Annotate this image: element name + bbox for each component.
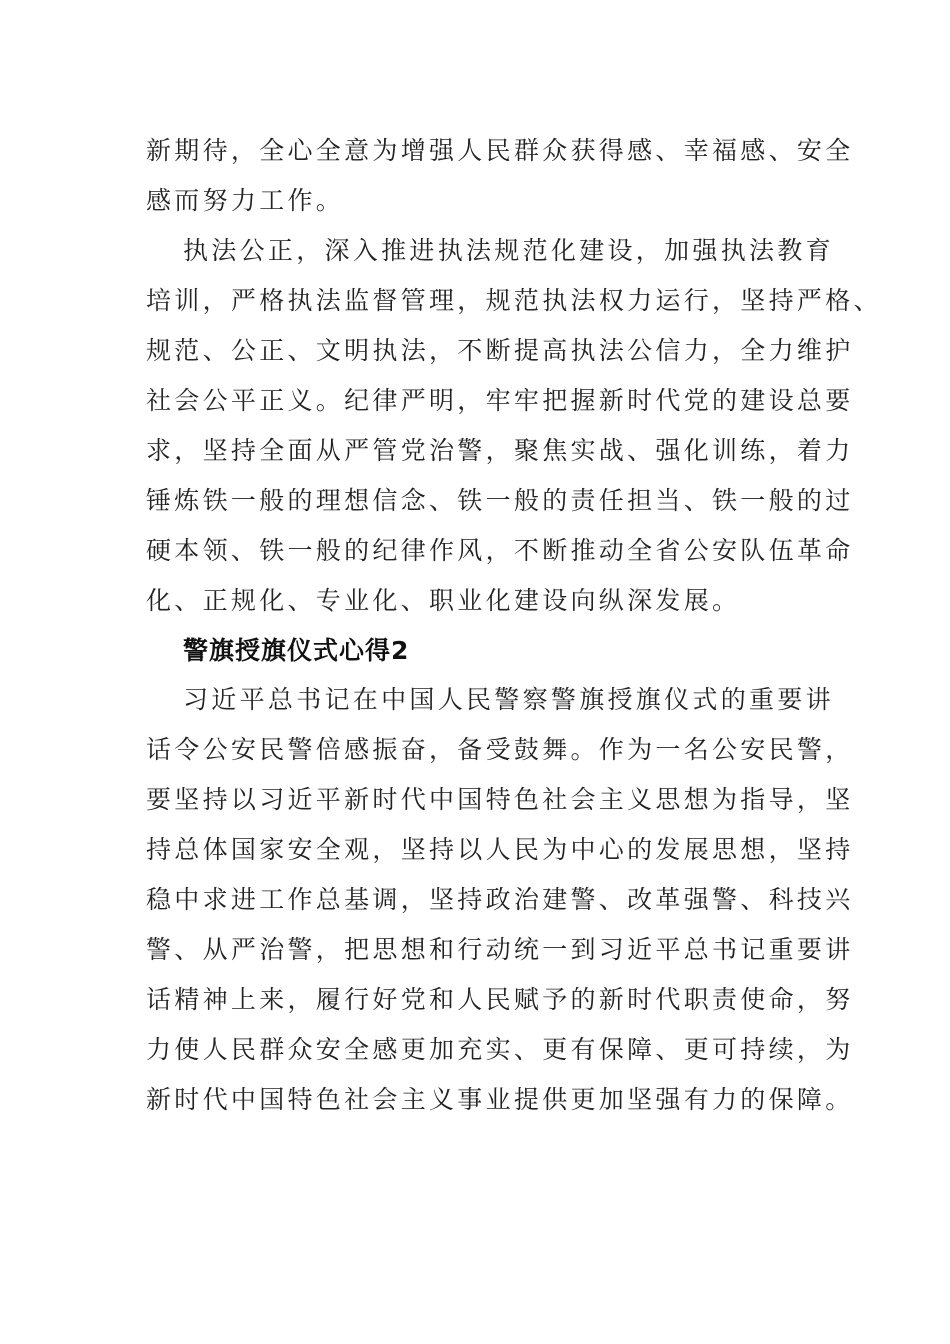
- paragraph-line: 要坚持以习近平新时代中国特色社会主义思想为指导，坚: [146, 785, 854, 814]
- paragraph-line: 执法公正，深入推进执法规范化建设，加强执法教育: [183, 236, 834, 265]
- paragraph-line: 话令公安民警倍感振奋，备受鼓舞。作为一名公安民警，: [146, 735, 854, 764]
- section-heading: 警旗授旗仪式心得2: [183, 636, 410, 665]
- paragraph-line: 稳中求进工作总基调，坚持政治建警、改革强警、科技兴: [146, 885, 854, 914]
- paragraph-line: 新期待，全心全意为增强人民群众获得感、幸福感、安全: [146, 136, 854, 165]
- paragraph-line: 硬本领、铁一般的纪律作风，不断推动全省公安队伍革命: [146, 536, 854, 565]
- paragraph-line: 锤炼铁一般的理想信念、铁一般的责任担当、铁一般的过: [146, 486, 854, 515]
- paragraph-line: 警、从严治警，把思想和行动统一到习近平总书记重要讲: [146, 935, 854, 964]
- paragraph-line: 求，坚持全面从严管党治警，聚焦实战、强化训练，着力: [146, 436, 854, 465]
- paragraph-line: 力使人民群众安全感更加充实、更有保障、更可持续，为: [146, 1035, 854, 1064]
- paragraph-line: 习近平总书记在中国人民警察警旗授旗仪式的重要讲: [183, 685, 834, 714]
- paragraph-line: 感而努力工作。: [146, 186, 345, 215]
- paragraph-line: 话精神上来，履行好党和人民赋予的新时代职责使命，努: [146, 985, 854, 1014]
- paragraph-line: 规范、公正、文明执法，不断提高执法公信力，全力维护: [146, 336, 854, 365]
- paragraph-line: 培训，严格执法监督管理，规范执法权力运行，坚持严格、: [146, 286, 882, 315]
- paragraph-line: 持总体国家安全观，坚持以人民为中心的发展思想，坚持: [146, 835, 854, 864]
- paragraph-line: 社会公平正义。纪律严明，牢牢把握新时代党的建设总要: [146, 386, 854, 415]
- paragraph-line: 新时代中国特色社会主义事业提供更加坚强有力的保障。: [146, 1085, 854, 1114]
- paragraph-line: 化、正规化、专业化、职业化建设向纵深发展。: [146, 586, 741, 615]
